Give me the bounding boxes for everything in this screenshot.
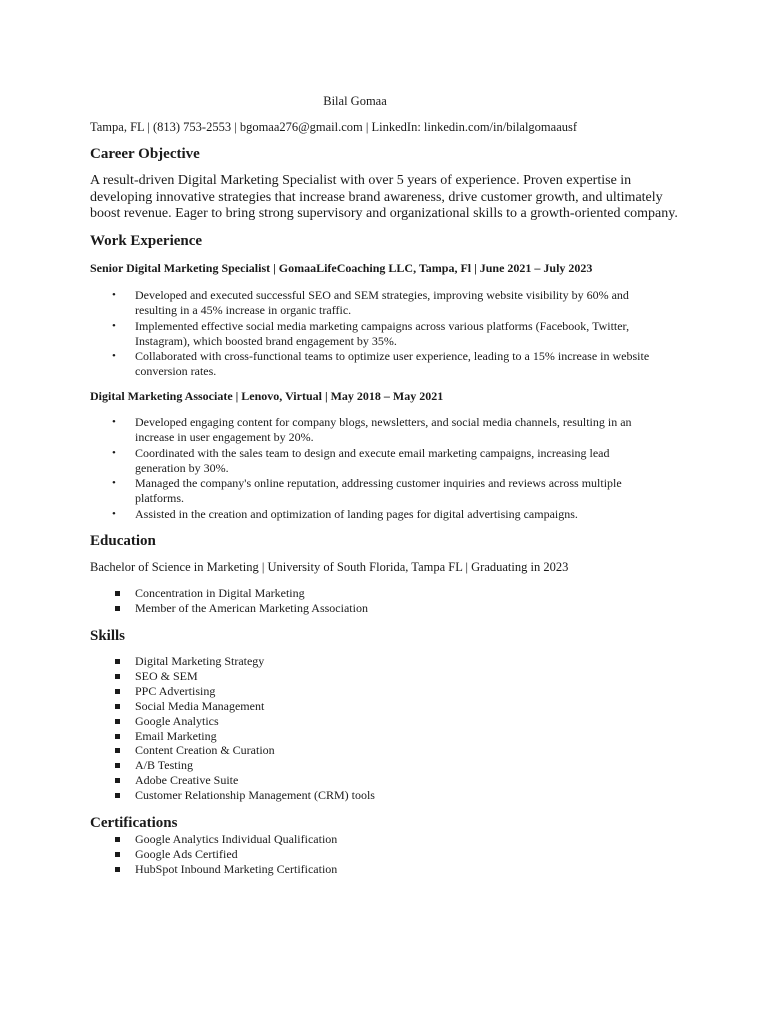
job-2-bullets [90, 415, 655, 522]
career-objective-text: A result-driven Digital Marketing Specialist with over 5 years of experience. Proven expertise in developing innovative strategies that increase brand awareness, drive customer growth, and ultimately boost revenue. Eager to bring strong supervisory and organizational skills to a growth-oriented company. [90, 173, 678, 221]
list-item: Member of the American Marketing Association [90, 601, 368, 616]
job-title-2: Digital Marketing Associate | Lenovo, Virtual | May 2018 – May 2021 [90, 389, 444, 403]
contact-line: Tampa, FL | (813) 753-2553 | bgomaa276@gmail.com | LinkedIn: linkedin.com/in/bilalgomaausf [90, 120, 578, 134]
list-item: • Developed and executed successful SEO and SEM strategies, improving website visibility by 60% and resulting in a 45% increase in organic traffic. [90, 288, 655, 318]
list-item: Concentration in Digital Marketing [90, 586, 368, 601]
degree-line: Bachelor of Science in Marketing | University of South Florida, Tampa FL | Graduating in 2023 [90, 560, 569, 574]
skills-heading: Skills [90, 628, 126, 644]
career-objective-heading: Career Objective [90, 146, 200, 162]
certifications-heading: Certifications [90, 815, 178, 831]
list-item: PPC Advertising [90, 684, 375, 699]
list-item: SEO & SEM [90, 669, 375, 684]
skills-list [90, 654, 375, 803]
candidate-name: Bilal Gomaa [323, 94, 387, 108]
list-item: Email Marketing [90, 729, 375, 744]
list-item: • Coordinated with the sales team to design and execute email marketing campaigns, increasing lead generation by 30%. [90, 446, 655, 476]
list-item: Adobe Creative Suite [90, 773, 375, 788]
list-item: Google Ads Certified [90, 847, 337, 862]
list-item: • Developed engaging content for company blogs, newsletters, and social media channels, resulting in an increase in user engagement by 20%. [90, 415, 655, 445]
list-item: • Implemented effective social media marketing campaigns across various platforms (Facebook, Twitter, Instagram), which boosted brand engagement by 35%. [90, 319, 655, 349]
list-item: Google Analytics [90, 714, 375, 729]
list-item: HubSpot Inbound Marketing Certification [90, 862, 337, 877]
certifications-list [90, 832, 337, 877]
list-item: Customer Relationship Management (CRM) tools [90, 788, 375, 803]
list-item: Content Creation & Curation [90, 743, 375, 758]
job-title-1: Senior Digital Marketing Specialist | GomaaLifeCoaching LLC, Tampa, Fl | June 2021 – July 2023 [90, 261, 593, 275]
list-item: • Managed the company's online reputation, addressing customer inquiries and reviews across multiple platforms. [90, 476, 655, 506]
work-experience-heading: Work Experience [90, 233, 203, 249]
list-item: Social Media Management [90, 699, 375, 714]
education-heading: Education [90, 533, 156, 549]
education-list [90, 586, 368, 616]
list-item: A/B Testing [90, 758, 375, 773]
list-item: • Collaborated with cross-functional teams to optimize user experience, leading to a 15% increase in website conversion rates. [90, 349, 655, 379]
list-item: • Assisted in the creation and optimization of landing pages for digital advertising campaigns. [90, 507, 655, 522]
list-item: Digital Marketing Strategy [90, 654, 375, 669]
list-item: Google Analytics Individual Qualification [90, 832, 337, 847]
job-1-bullets [90, 288, 655, 380]
